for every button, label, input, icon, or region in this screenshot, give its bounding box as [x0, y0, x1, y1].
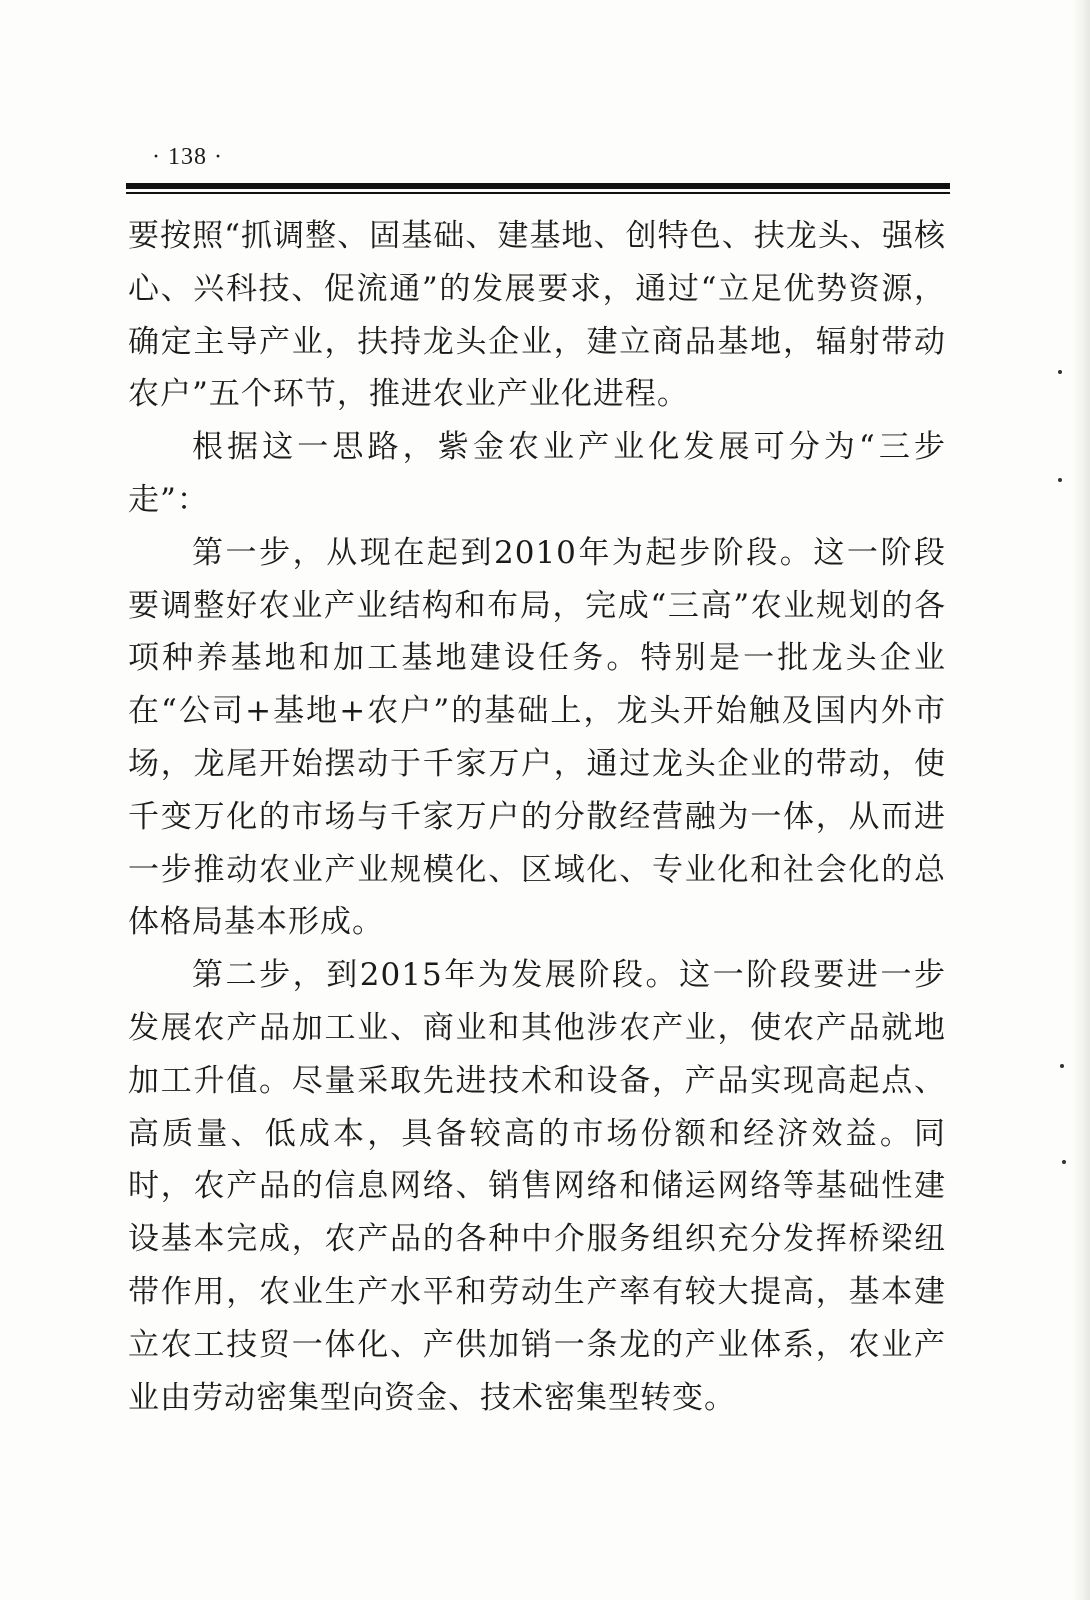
- header-rule-thin: [126, 192, 950, 194]
- scan-speck: [1062, 1160, 1066, 1164]
- scan-speck: [1060, 1064, 1064, 1068]
- scan-speck: [1058, 370, 1062, 374]
- paragraph-2: 根据这一思路，紫金农业产业化发展可分为“三步走”：: [128, 429, 946, 518]
- paragraph-4: 第二步，到2015年为发展阶段。这一阶段要进一步发展农产品加工业、商业和其他涉农产业，使农产品就地加工升值。尽量采取先进技术和设备，产品实现高起点、高质量、低成本，具备较高的市场份额和经济效益。同时，农产品的信息网络、销售网络和储运网络等基础性建设基本完成，农产品的各种中介服务组织充分发挥桥梁纽带作用，农业生产水平和劳动生产率有较大提高，基本建立农工技贸一体化、产供加销一条龙的产业体系，农业产业由劳动密集型向资金、技术密集型转变。: [128, 957, 946, 1416]
- page-number: · 138 ·: [152, 144, 223, 170]
- paragraph-3: 第一步，从现在起到2010年为起步阶段。这一阶段要调整好农业产业结构和布局，完成“三高”农业规划的各项种养基地和加工基地建设任务。特别是一批龙头企业在“公司+基地+农户”的基础上，龙头开始触及国内外市场，龙尾开始摆动于千家万户，通过龙头企业的带动，使千变万化的市场与千家万户的分散经营融为一体，从而进一步推动农业产业规模化、区域化、专业化和社会化的总体格局基本形成。: [128, 534, 946, 941]
- body-text: [128, 210, 946, 1424]
- paragraph-1: 要按照“抓调整、固基础、建基地、创特色、扶龙头、强核心、兴科技、促流通”的发展要求，通过“立足优势资源，确定主导产业，扶持龙头企业，建立商品基地，辐射带动农户”五个环节，推进农业产业化进程。: [128, 218, 946, 413]
- scan-speck: [1058, 478, 1062, 482]
- header-rule-thick: [126, 183, 950, 189]
- page-edge-shadow: [1072, 0, 1090, 1600]
- running-header: [128, 140, 948, 180]
